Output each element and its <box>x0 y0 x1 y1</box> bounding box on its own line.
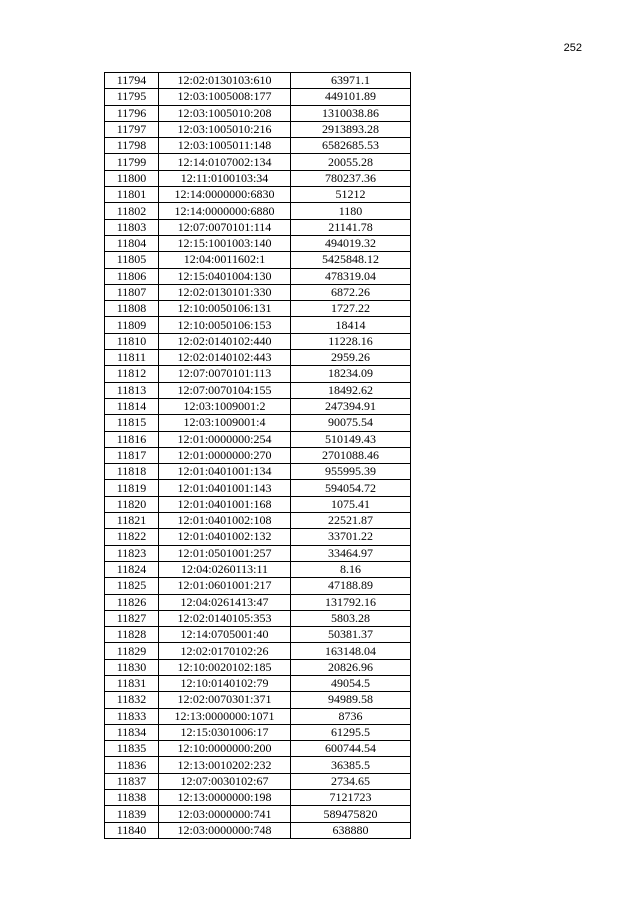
cadastral-number-cell: 12:13:0010202:232 <box>159 757 291 773</box>
value-cell: 594054.72 <box>291 480 411 496</box>
cadastral-number-cell: 12:15:0401004:130 <box>159 268 291 284</box>
table-row <box>105 513 411 529</box>
row-id-cell: 11831 <box>105 675 159 691</box>
table-row <box>105 675 411 691</box>
cadastral-number-cell: 12:04:0261413:47 <box>159 594 291 610</box>
row-id-cell: 11832 <box>105 692 159 708</box>
page-number: 252 <box>563 42 582 54</box>
cadastral-number-cell: 12:07:0030102:67 <box>159 773 291 789</box>
row-id-cell: 11836 <box>105 757 159 773</box>
value-cell: 494019.32 <box>291 235 411 251</box>
table-row <box>105 398 411 414</box>
data-table <box>104 72 411 839</box>
table-row <box>105 284 411 300</box>
cadastral-number-cell: 12:14:0705001:40 <box>159 627 291 643</box>
row-id-cell: 11798 <box>105 138 159 154</box>
row-id-cell: 11803 <box>105 219 159 235</box>
table-row <box>105 89 411 105</box>
value-cell: 131792.16 <box>291 594 411 610</box>
table-row <box>105 366 411 382</box>
cadastral-number-cell: 12:02:0130103:610 <box>159 73 291 89</box>
row-id-cell: 11829 <box>105 643 159 659</box>
table-row <box>105 317 411 333</box>
table-row <box>105 464 411 480</box>
table-row <box>105 447 411 463</box>
row-id-cell: 11797 <box>105 121 159 137</box>
table-row <box>105 73 411 89</box>
row-id-cell: 11833 <box>105 708 159 724</box>
value-cell: 163148.04 <box>291 643 411 659</box>
cadastral-number-cell: 12:13:0000000:1071 <box>159 708 291 724</box>
table-row <box>105 480 411 496</box>
value-cell: 1727.22 <box>291 301 411 317</box>
value-cell: 2734.65 <box>291 773 411 789</box>
row-id-cell: 11817 <box>105 447 159 463</box>
cadastral-number-cell: 12:10:0020102:185 <box>159 659 291 675</box>
cadastral-number-cell: 12:02:0130101:330 <box>159 284 291 300</box>
row-id-cell: 11826 <box>105 594 159 610</box>
value-cell: 18234.09 <box>291 366 411 382</box>
table-row <box>105 578 411 594</box>
value-cell: 63971.1 <box>291 73 411 89</box>
row-id-cell: 11835 <box>105 741 159 757</box>
cadastral-number-cell: 12:03:1009001:4 <box>159 415 291 431</box>
table-body <box>105 73 411 839</box>
value-cell: 18492.62 <box>291 382 411 398</box>
row-id-cell: 11824 <box>105 561 159 577</box>
table-row <box>105 333 411 349</box>
row-id-cell: 11840 <box>105 822 159 838</box>
value-cell: 20055.28 <box>291 154 411 170</box>
cadastral-number-cell: 12:03:1005008:177 <box>159 89 291 105</box>
cadastral-number-cell: 12:01:0601001:217 <box>159 578 291 594</box>
value-cell: 510149.43 <box>291 431 411 447</box>
cadastral-number-cell: 12:02:0070301:371 <box>159 692 291 708</box>
row-id-cell: 11818 <box>105 464 159 480</box>
row-id-cell: 11828 <box>105 627 159 643</box>
row-id-cell: 11804 <box>105 235 159 251</box>
row-id-cell: 11838 <box>105 790 159 806</box>
cadastral-number-cell: 12:01:0401002:132 <box>159 529 291 545</box>
value-cell: 6872.26 <box>291 284 411 300</box>
row-id-cell: 11800 <box>105 170 159 186</box>
cadastral-number-cell: 12:02:0140102:440 <box>159 333 291 349</box>
cadastral-number-cell: 12:11:0100103:34 <box>159 170 291 186</box>
value-cell: 1075.41 <box>291 496 411 512</box>
row-id-cell: 11814 <box>105 398 159 414</box>
table-row <box>105 741 411 757</box>
table-row <box>105 235 411 251</box>
cadastral-number-cell: 12:01:0501001:257 <box>159 545 291 561</box>
cadastral-number-cell: 12:03:1005010:208 <box>159 105 291 121</box>
cadastral-number-cell: 12:10:0050106:153 <box>159 317 291 333</box>
table-row <box>105 643 411 659</box>
row-id-cell: 11816 <box>105 431 159 447</box>
row-id-cell: 11821 <box>105 513 159 529</box>
table-row <box>105 219 411 235</box>
table-row <box>105 724 411 740</box>
row-id-cell: 11810 <box>105 333 159 349</box>
row-id-cell: 11827 <box>105 610 159 626</box>
table-row <box>105 138 411 154</box>
value-cell: 5425848.12 <box>291 252 411 268</box>
row-id-cell: 11807 <box>105 284 159 300</box>
value-cell: 247394.91 <box>291 398 411 414</box>
cadastral-number-cell: 12:01:0401001:143 <box>159 480 291 496</box>
cadastral-number-cell: 12:02:0140105:353 <box>159 610 291 626</box>
value-cell: 33464.97 <box>291 545 411 561</box>
table-row <box>105 757 411 773</box>
row-id-cell: 11802 <box>105 203 159 219</box>
value-cell: 955995.39 <box>291 464 411 480</box>
table-row <box>105 154 411 170</box>
value-cell: 18414 <box>291 317 411 333</box>
value-cell: 1180 <box>291 203 411 219</box>
value-cell: 600744.54 <box>291 741 411 757</box>
value-cell: 2913893.28 <box>291 121 411 137</box>
value-cell: 589475820 <box>291 806 411 822</box>
row-id-cell: 11819 <box>105 480 159 496</box>
table-row <box>105 121 411 137</box>
table-row <box>105 708 411 724</box>
value-cell: 33701.22 <box>291 529 411 545</box>
value-cell: 638880 <box>291 822 411 838</box>
cadastral-number-cell: 12:10:0000000:200 <box>159 741 291 757</box>
cadastral-number-cell: 12:15:1001003:140 <box>159 235 291 251</box>
table-row <box>105 170 411 186</box>
table-row <box>105 692 411 708</box>
row-id-cell: 11794 <box>105 73 159 89</box>
table-row <box>105 431 411 447</box>
value-cell: 11228.16 <box>291 333 411 349</box>
value-cell: 8.16 <box>291 561 411 577</box>
cadastral-number-cell: 12:04:0260113:11 <box>159 561 291 577</box>
row-id-cell: 11812 <box>105 366 159 382</box>
cadastral-number-cell: 12:03:1009001:2 <box>159 398 291 414</box>
table-row <box>105 610 411 626</box>
cadastral-number-cell: 12:01:0401002:108 <box>159 513 291 529</box>
table-row <box>105 659 411 675</box>
table-row <box>105 594 411 610</box>
table-row <box>105 822 411 838</box>
row-id-cell: 11795 <box>105 89 159 105</box>
row-id-cell: 11839 <box>105 806 159 822</box>
value-cell: 47188.89 <box>291 578 411 594</box>
value-cell: 90075.54 <box>291 415 411 431</box>
table-row <box>105 806 411 822</box>
value-cell: 5803.28 <box>291 610 411 626</box>
row-id-cell: 11834 <box>105 724 159 740</box>
value-cell: 49054.5 <box>291 675 411 691</box>
value-cell: 22521.87 <box>291 513 411 529</box>
cadastral-number-cell: 12:03:0000000:741 <box>159 806 291 822</box>
value-cell: 51212 <box>291 187 411 203</box>
row-id-cell: 11823 <box>105 545 159 561</box>
value-cell: 61295.5 <box>291 724 411 740</box>
table-row <box>105 496 411 512</box>
value-cell: 94989.58 <box>291 692 411 708</box>
value-cell: 20826.96 <box>291 659 411 675</box>
table-row <box>105 252 411 268</box>
cadastral-number-cell: 12:07:0070101:113 <box>159 366 291 382</box>
cadastral-number-cell: 12:14:0107002:134 <box>159 154 291 170</box>
row-id-cell: 11811 <box>105 350 159 366</box>
cadastral-number-cell: 12:07:0070101:114 <box>159 219 291 235</box>
row-id-cell: 11799 <box>105 154 159 170</box>
row-id-cell: 11837 <box>105 773 159 789</box>
row-id-cell: 11822 <box>105 529 159 545</box>
table-row <box>105 627 411 643</box>
table-row <box>105 350 411 366</box>
table-row <box>105 203 411 219</box>
value-cell: 6582685.53 <box>291 138 411 154</box>
value-cell: 7121723 <box>291 790 411 806</box>
cadastral-number-cell: 12:04:0011602:1 <box>159 252 291 268</box>
cadastral-number-cell: 12:10:0140102:79 <box>159 675 291 691</box>
cadastral-number-cell: 12:14:0000000:6830 <box>159 187 291 203</box>
row-id-cell: 11801 <box>105 187 159 203</box>
value-cell: 780237.36 <box>291 170 411 186</box>
row-id-cell: 11830 <box>105 659 159 675</box>
table-row <box>105 773 411 789</box>
table-row <box>105 790 411 806</box>
cadastral-number-cell: 12:15:0301006:17 <box>159 724 291 740</box>
value-cell: 2701088.46 <box>291 447 411 463</box>
cadastral-number-cell: 12:02:0170102:26 <box>159 643 291 659</box>
cadastral-number-cell: 12:03:1005010:216 <box>159 121 291 137</box>
table-row <box>105 415 411 431</box>
row-id-cell: 11805 <box>105 252 159 268</box>
cadastral-number-cell: 12:07:0070104:155 <box>159 382 291 398</box>
row-id-cell: 11808 <box>105 301 159 317</box>
cadastral-number-cell: 12:01:0000000:270 <box>159 447 291 463</box>
cadastral-number-cell: 12:03:0000000:748 <box>159 822 291 838</box>
row-id-cell: 11813 <box>105 382 159 398</box>
cadastral-number-cell: 12:03:1005011:148 <box>159 138 291 154</box>
cadastral-number-cell: 12:01:0401001:134 <box>159 464 291 480</box>
row-id-cell: 11825 <box>105 578 159 594</box>
value-cell: 36385.5 <box>291 757 411 773</box>
cadastral-number-cell: 12:01:0000000:254 <box>159 431 291 447</box>
cadastral-number-cell: 12:14:0000000:6880 <box>159 203 291 219</box>
table-row <box>105 105 411 121</box>
value-cell: 449101.89 <box>291 89 411 105</box>
row-id-cell: 11815 <box>105 415 159 431</box>
value-cell: 2959.26 <box>291 350 411 366</box>
table-row <box>105 545 411 561</box>
table-row <box>105 268 411 284</box>
value-cell: 50381.37 <box>291 627 411 643</box>
cadastral-number-cell: 12:10:0050106:131 <box>159 301 291 317</box>
table-row <box>105 187 411 203</box>
value-cell: 8736 <box>291 708 411 724</box>
table-row <box>105 529 411 545</box>
row-id-cell: 11820 <box>105 496 159 512</box>
row-id-cell: 11796 <box>105 105 159 121</box>
table-row <box>105 561 411 577</box>
value-cell: 21141.78 <box>291 219 411 235</box>
row-id-cell: 11809 <box>105 317 159 333</box>
cadastral-number-cell: 12:02:0140102:443 <box>159 350 291 366</box>
table-row <box>105 382 411 398</box>
cadastral-number-cell: 12:01:0401001:168 <box>159 496 291 512</box>
value-cell: 478319.04 <box>291 268 411 284</box>
cadastral-number-cell: 12:13:0000000:198 <box>159 790 291 806</box>
row-id-cell: 11806 <box>105 268 159 284</box>
table-row <box>105 301 411 317</box>
value-cell: 1310038.86 <box>291 105 411 121</box>
